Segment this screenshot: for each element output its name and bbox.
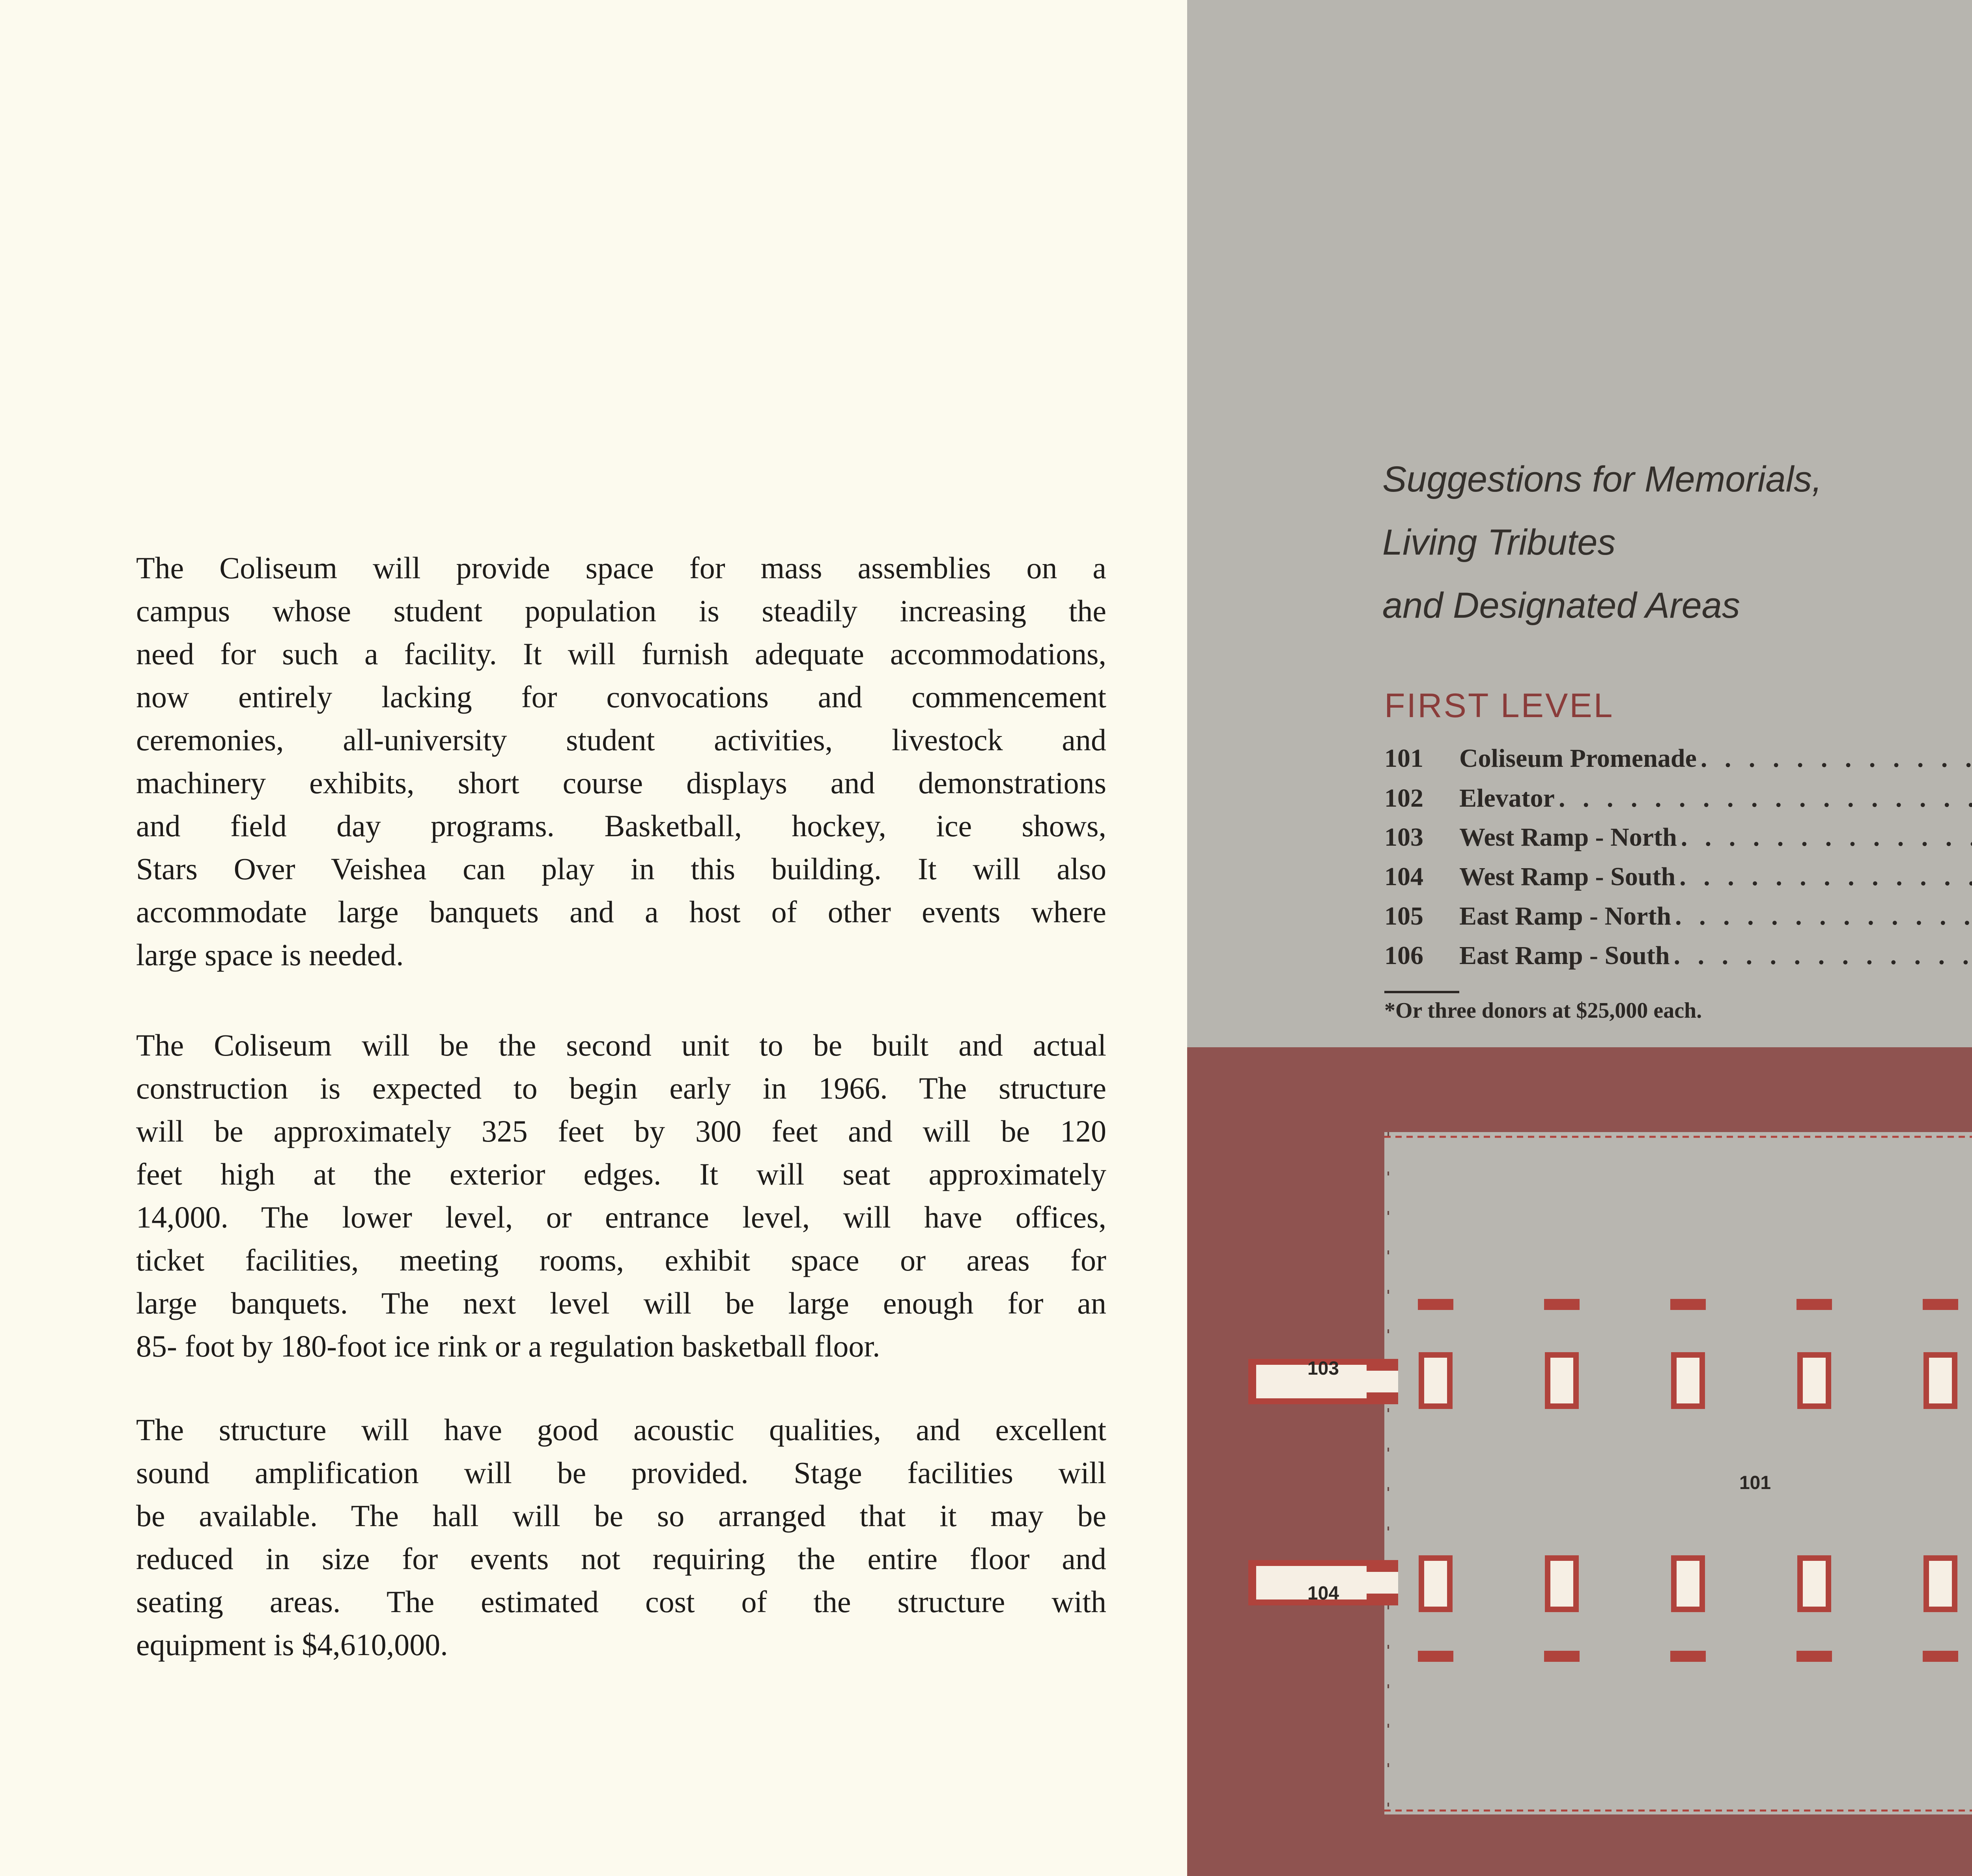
paragraph-2-line-6: ticket facilities, meeting rooms, exhibit space or areas for xyxy=(136,1243,1106,1277)
item-leader-dots xyxy=(1697,744,1972,774)
paragraph-3-line-5: seating areas. The estimated cost of the structure with xyxy=(136,1585,1106,1619)
list-item xyxy=(1384,941,1972,980)
column-cap xyxy=(1670,1299,1706,1310)
heading-line-1: Suggestions for Memorials, xyxy=(1382,459,1822,499)
column-cap xyxy=(1796,1651,1832,1662)
column xyxy=(1800,1355,1828,1406)
item-name: East Ramp - North xyxy=(1459,902,1671,931)
list-item xyxy=(1384,862,1972,901)
item-name: West Ramp - South xyxy=(1459,862,1676,891)
paragraph-2-line-8: 85- foot by 180-foot ice rink or a regulation basketball floor. xyxy=(136,1329,880,1363)
paragraph-2-line-2: construction is expected to begin early in 1966. The structure xyxy=(136,1071,1106,1105)
item-number: 104 xyxy=(1384,862,1423,891)
footnote-rule xyxy=(1384,991,1459,993)
memorials-list xyxy=(1384,744,1972,980)
item-name: West Ramp - North xyxy=(1459,823,1677,852)
column xyxy=(1926,1355,1955,1406)
ramp-104 xyxy=(1248,1560,1398,1605)
paragraph-2-line-3: will be approximately 325 feet by 300 feet and will be 120 xyxy=(136,1114,1106,1148)
paragraph-3-line-3: be available. The hall will be so arranged that it may be xyxy=(136,1499,1106,1533)
item-number: 102 xyxy=(1384,784,1423,813)
item-leader-dots xyxy=(1670,941,1972,971)
column-cap xyxy=(1923,1299,1958,1310)
column xyxy=(1800,1558,1828,1609)
memorials-heading xyxy=(1382,448,1822,637)
item-number: 105 xyxy=(1384,902,1423,931)
floor-plan xyxy=(1187,1047,1972,1876)
item-leader-dots xyxy=(1555,783,1972,813)
paragraph-1-line-8: Stars Over Veishea can play in this building. It will also xyxy=(136,852,1106,886)
column xyxy=(1548,1558,1576,1609)
item-name: Coliseum Promenade xyxy=(1459,744,1697,773)
paragraph-3 xyxy=(136,1408,1106,1666)
label-104: 104 xyxy=(1307,1583,1339,1604)
column-cap xyxy=(1544,1651,1580,1662)
list-item xyxy=(1384,901,1972,941)
list-item xyxy=(1384,822,1972,862)
paragraph-2 xyxy=(136,1024,1106,1368)
list-item xyxy=(1384,744,1972,783)
column xyxy=(1548,1355,1576,1406)
item-number: 106 xyxy=(1384,941,1423,970)
item-name: Elevator xyxy=(1459,784,1555,813)
paragraph-1-line-1: The Coliseum will provide space for mass assemblies on a xyxy=(136,551,1106,585)
paragraph-1-line-10: large space is needed. xyxy=(136,938,404,972)
item-number: 103 xyxy=(1384,823,1423,852)
column xyxy=(1421,1355,1450,1406)
paragraph-2-line-1: The Coliseum will be the second unit to be built and actual xyxy=(136,1028,1106,1062)
paragraph-3-line-1: The structure will have good acoustic qualities, and excellent xyxy=(136,1413,1106,1447)
ramp-103 xyxy=(1248,1358,1398,1404)
paragraph-1-line-2: campus whose student population is steadily increasing the xyxy=(136,594,1106,628)
floor-area xyxy=(1384,1132,1972,1814)
item-leader-dots xyxy=(1671,901,1972,931)
column xyxy=(1674,1355,1702,1406)
footnote: *Or three donors at $25,000 each. xyxy=(1384,998,1702,1023)
paragraph-1-line-7: and field day programs. Basketball, hockey, ice shows, xyxy=(136,809,1106,843)
level-title: FIRST LEVEL xyxy=(1384,687,1614,725)
item-number: 101 xyxy=(1384,744,1423,773)
paragraph-3-line-6: equipment is $4,610,000. xyxy=(136,1627,448,1662)
paragraph-2-line-4: feet high at the exterior edges. It will seat approximately xyxy=(136,1157,1106,1191)
paragraph-3-line-2: sound amplification will be provided. Stage facilities will xyxy=(136,1456,1106,1490)
list-item xyxy=(1384,783,1972,822)
heading-line-3: and Designated Areas xyxy=(1382,585,1740,626)
item-name: East Ramp - South xyxy=(1459,941,1670,970)
paragraph-1-line-6: machinery exhibits, short course displays and demonstrations xyxy=(136,766,1106,800)
column-cap xyxy=(1544,1299,1580,1310)
paragraph-1-line-9: accommodate large banquets and a host of other events where xyxy=(136,895,1106,929)
item-leader-dots xyxy=(1677,822,1972,852)
column xyxy=(1926,1558,1955,1609)
paragraph-1-line-4: now entirely lacking for convocations and commencement xyxy=(136,680,1106,714)
column xyxy=(1421,1558,1450,1609)
column-cap xyxy=(1796,1299,1832,1310)
paragraph-1-line-3: need for such a facility. It will furnish adequate accommodations, xyxy=(136,637,1106,671)
heading-line-2: Living Tributes xyxy=(1382,522,1616,562)
column-cap xyxy=(1418,1299,1453,1310)
item-leader-dots xyxy=(1675,862,1972,892)
paragraph-1-line-5: ceremonies, all-university student activities, livestock and xyxy=(136,723,1106,757)
column-cap xyxy=(1670,1651,1706,1662)
paragraph-2-line-5: 14,000. The lower level, or entrance level, will have offices, xyxy=(136,1200,1106,1234)
column-cap xyxy=(1418,1651,1453,1662)
paragraph-2-line-7: large banquets. The next level will be large enough for an xyxy=(136,1286,1106,1320)
paragraph-3-line-4: reduced in size for events not requiring the entire floor and xyxy=(136,1542,1106,1576)
paragraph-1 xyxy=(136,546,1106,976)
column xyxy=(1674,1558,1702,1609)
column-cap xyxy=(1923,1651,1958,1662)
label-103: 103 xyxy=(1307,1358,1339,1379)
label-101: 101 xyxy=(1739,1472,1771,1493)
